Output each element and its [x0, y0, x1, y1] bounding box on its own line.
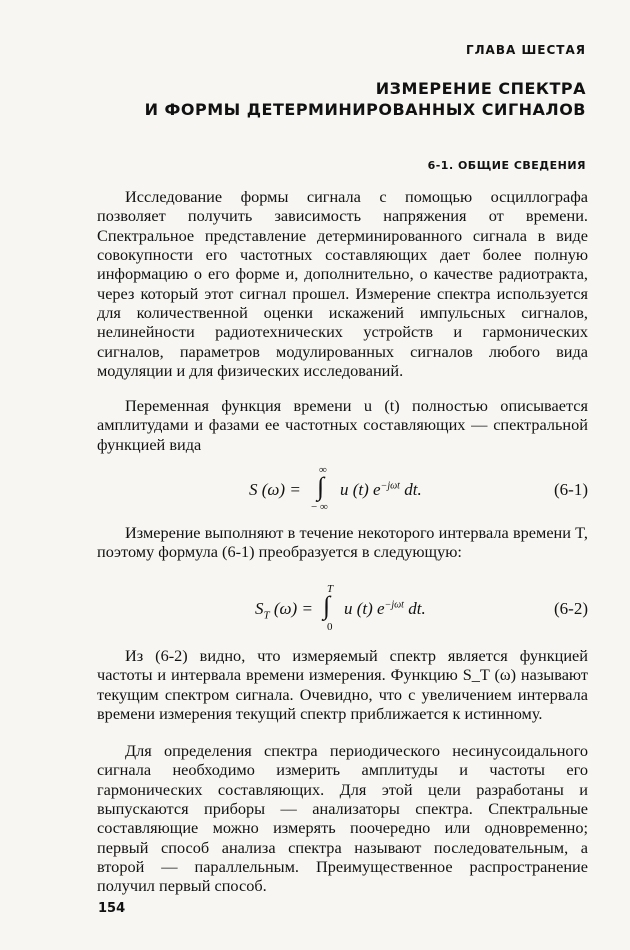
exponent: −jωt [380, 480, 400, 492]
integral-upper-limit: T [327, 583, 334, 595]
equation-integrand: u (t) $e^{-j\omega t}$ dt. [340, 480, 422, 499]
integral-sign: ∫ [317, 472, 325, 501]
integral-lower-limit: − ∞ [311, 501, 328, 513]
paragraph-text: Переменная функция времени u (t) полностью описывается амплитудами и фазами ее частотных составляющих — спектральной функцией вида [97, 396, 588, 454]
chapter-title [145, 78, 586, 120]
paragraph-1 [97, 187, 588, 380]
equation-formula [249, 480, 301, 500]
paragraph-text: Исследование формы сигнала с помощью осциллографа позволяет получить зависимость напряжения от времени. Спектральное представление детерминированного сигнала в виде совокупности его частотных составляющих дает более полную информацию о его форме и, дополнительно, о качестве радиотракта, через который этот сигнал прошел. Измерение спектра используется для количественной оценки искажений импульсных сигналов, нелинейности радиотехнических устройств и гармонических сигналов, параметров модулированных сигналов любого вида модуляции и для физических исследований. [97, 187, 588, 381]
section-heading: 6-1. ОБЩИЕ СВЕДЕНИЯ [427, 159, 586, 172]
exponent: −jωt [384, 599, 404, 611]
equation-6-2 [97, 583, 588, 636]
paragraph-2 [97, 396, 588, 454]
paragraph-text: Для определения спектра периодического несинусоидального сигнала необходимо измерить амплитуды и частоты его гармонических составляющих. Для этой цели разработаны и выпускаются приборы — анализаторы спектра. Спектральные составляющие можно измерять поочередно или одновременно; первый способ анализа спектра называют последовательным, а второй — параллельным. Преимущественное распространение получил первый способ. [97, 741, 588, 896]
chapter-title-line-2: И ФОРМЫ ДЕТЕРМИНИРОВАННЫХ СИГНАЛОВ [144, 100, 586, 119]
page-number: 154 [98, 901, 126, 916]
equation-integrand: u (t) $e^{-j\omega t}$ dt. [344, 599, 426, 618]
equation-lhs: $S_T$ (ω) = [255, 599, 313, 622]
integral-lower-limit: 0 [327, 621, 333, 633]
paragraph-text: Измерение выполняют в течение некоторого интервала времени T, поэтому формула (6-1) преобразуется в следующую: [97, 523, 588, 562]
paragraph-text: Из (6-2) видно, что измеряемый спектр является функцией частоты и интервала времени измерения. Функцию S_T (ω) называют текущим спектром сигнала. Очевидно, что с увеличением интервала времени измерения текущий спектр приближается к истинному. [97, 646, 588, 724]
paragraph-5 [97, 741, 588, 896]
paragraph-3 [97, 523, 588, 562]
integral-sign: ∫ [323, 591, 331, 620]
paragraph-4 [97, 646, 588, 723]
equation-lhs: S (ω) = [249, 480, 301, 499]
chapter-title-line-1: ИЗМЕРЕНИЕ СПЕКТРА [375, 79, 586, 98]
integral-upper-limit: ∞ [319, 464, 327, 476]
equation-number: (6-2) [554, 599, 588, 618]
chapter-label: ГЛАВА ШЕСТАЯ [465, 43, 586, 57]
equation-number: (6-1) [554, 480, 588, 499]
equation-6-1 [97, 466, 588, 516]
